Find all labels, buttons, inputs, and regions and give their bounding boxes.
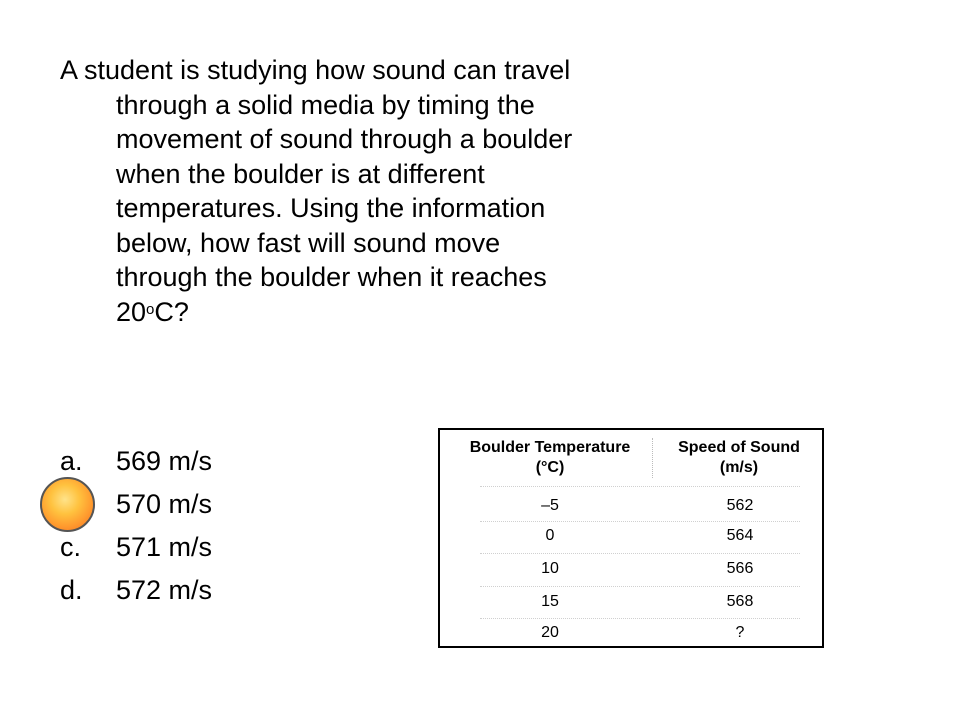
question-unit: C? xyxy=(154,296,189,327)
table-cell-temperature: 10 xyxy=(541,560,559,577)
option-text: 570 m/s xyxy=(116,489,213,519)
option-text: 572 m/s xyxy=(116,575,213,605)
header-speed-label: Speed of Sound xyxy=(678,439,800,456)
column-divider xyxy=(652,438,653,478)
header-temperature-unit: (°C) xyxy=(535,459,565,476)
row-rule xyxy=(480,553,800,554)
table-cell-temperature: 20 xyxy=(541,624,559,641)
option-text: 569 m/s xyxy=(116,446,213,476)
question-body: A student is studying how sound can travel through a solid media by timing the movement of sound through a boulder when the boulder is at different temperatures. Using the information below, how fast will sound move through the boulder when it reaches 20 xyxy=(60,55,573,327)
option-letter: d. xyxy=(60,575,83,605)
header-speed-unit: (m/s) xyxy=(719,459,759,476)
table-cell-speed: 566 xyxy=(726,560,754,577)
degree-symbol: o xyxy=(146,300,155,318)
question-text xyxy=(60,53,578,329)
data-table xyxy=(438,428,824,648)
header-temperature-label: Boulder Temperature xyxy=(469,439,631,456)
table-cell-temperature: 0 xyxy=(545,527,555,544)
table-cell-temperature: 15 xyxy=(541,593,559,610)
option-letter: a. xyxy=(60,446,83,476)
row-rule xyxy=(480,586,800,587)
table-cell-speed: 564 xyxy=(726,527,754,544)
row-rule xyxy=(480,618,800,619)
table-cell-speed: ? xyxy=(735,624,745,641)
option-text: 571 m/s xyxy=(116,532,213,562)
header-speed xyxy=(658,438,820,478)
option-letter: c. xyxy=(60,532,82,562)
header-temperature xyxy=(450,438,650,478)
row-rule xyxy=(480,486,800,487)
row-rule xyxy=(480,521,800,522)
table-cell-temperature: –5 xyxy=(541,497,559,514)
table-cell-speed: 568 xyxy=(726,593,754,610)
selected-answer-marker xyxy=(40,477,95,532)
table-cell-speed: 562 xyxy=(726,497,754,514)
